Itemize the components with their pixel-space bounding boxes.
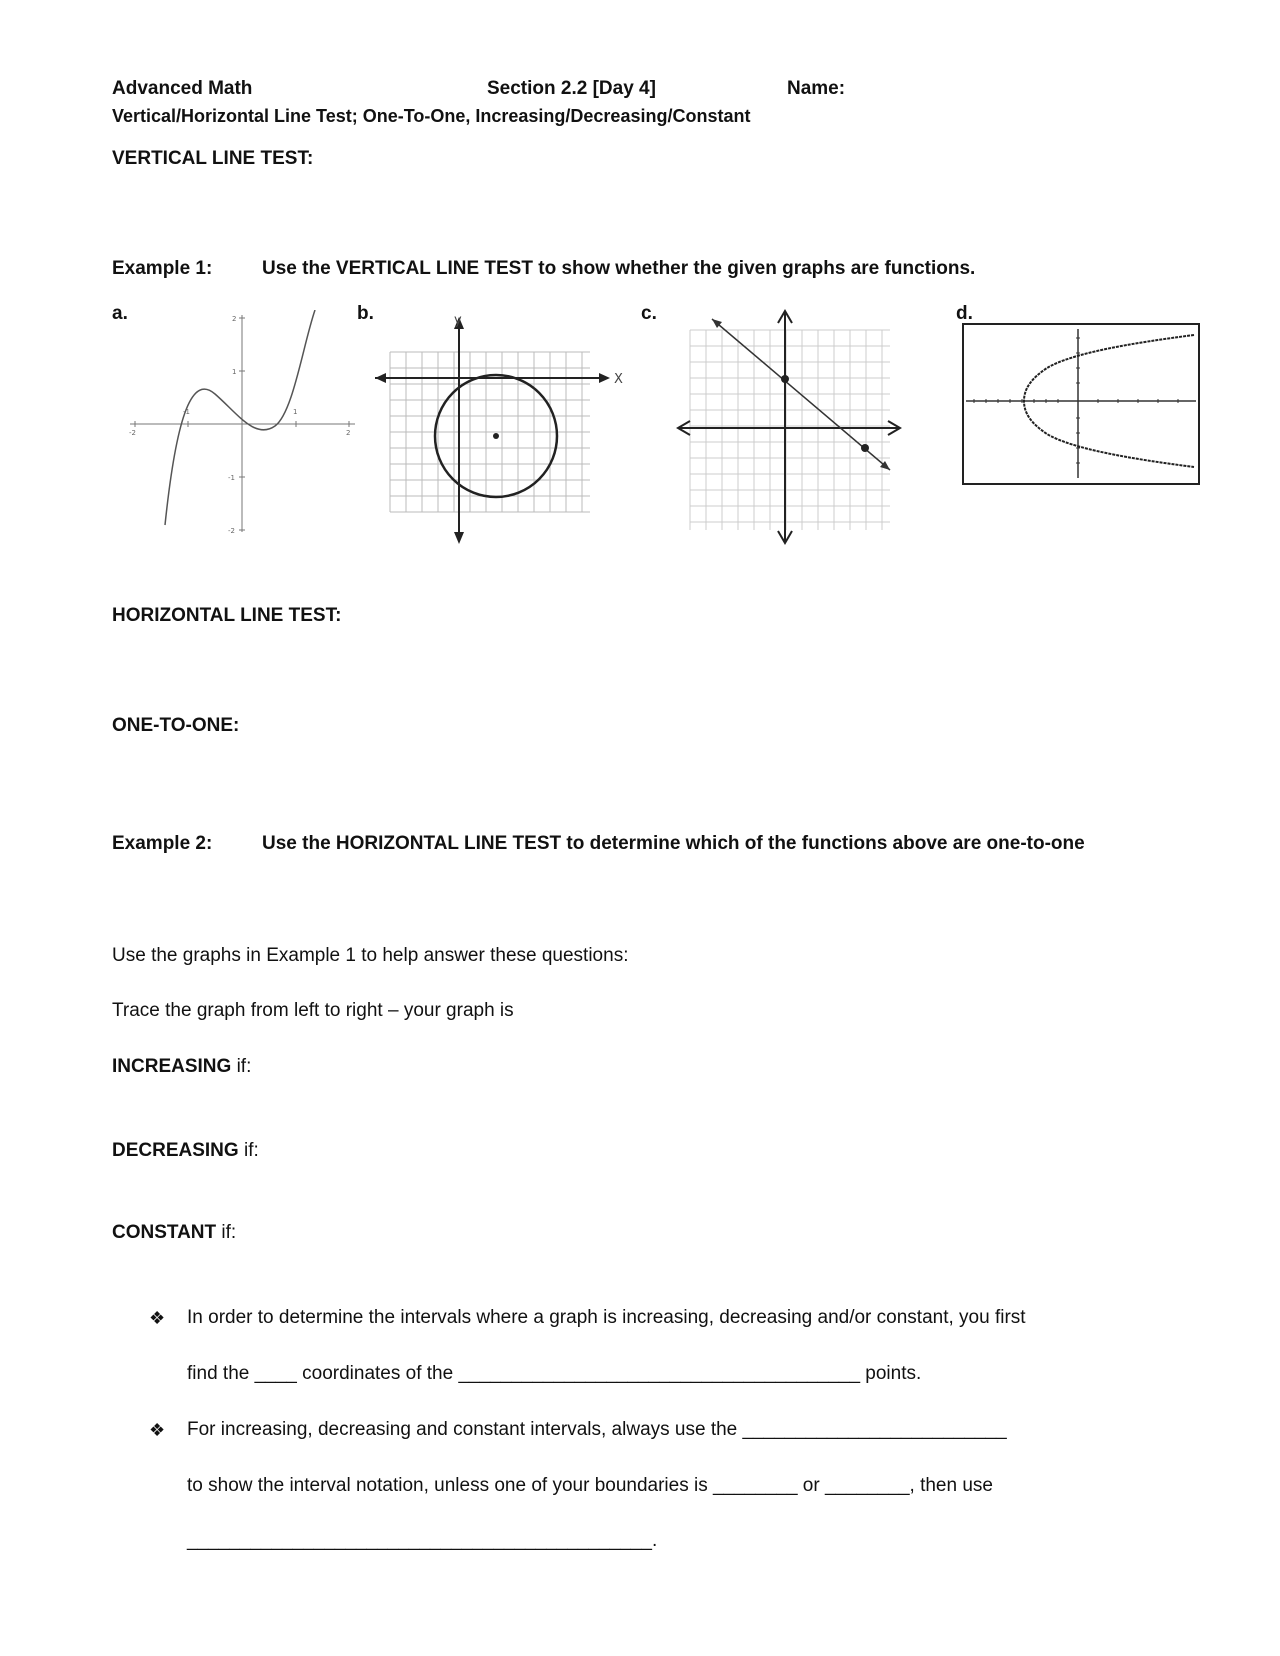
constant-term: CONSTANT [112, 1222, 217, 1243]
decreasing-term: DECREASING [112, 1140, 239, 1161]
if-text: if: [216, 1222, 237, 1243]
graph-d-letter: d. [956, 303, 973, 324]
tick-label: -2 [228, 527, 235, 535]
horizontal-line-test-heading: HORIZONTAL LINE TEST: [112, 605, 342, 626]
graph-a-cubic [125, 310, 365, 540]
course-title: Advanced Math [112, 78, 253, 99]
example1-instruction: Use the VERTICAL LINE TEST to show whether the given graphs are functions. [262, 258, 976, 279]
constant-prompt [112, 1222, 236, 1244]
note2-line2: to show the interval notation, unless one of your boundaries is ________ or ________, then use [187, 1475, 993, 1496]
note2-line3: ____________________________________________. [187, 1530, 658, 1551]
one-to-one-heading: ONE-TO-ONE: [112, 715, 240, 736]
vertical-line-test-heading: VERTICAL LINE TEST: [112, 148, 314, 169]
graph-d-sideways-parabola [962, 323, 1204, 487]
x-axis-label: X [614, 372, 623, 387]
tick-label: -2 [129, 429, 136, 437]
bullet-icon: ❖ [149, 1420, 166, 1440]
tick-label: -1 [183, 408, 190, 416]
graph-c-letter: c. [641, 303, 657, 324]
if-text: if: [231, 1056, 252, 1077]
tick-label: 2 [346, 429, 351, 437]
if-text: if: [238, 1140, 259, 1161]
tick-label: 2 [232, 315, 237, 323]
example2-label: Example 2: [112, 833, 213, 854]
note1-line2: find the ____ coordinates of the ______________________________________ points. [187, 1363, 922, 1384]
increasing-prompt [112, 1056, 251, 1078]
tick-label: 1 [232, 368, 237, 376]
note2-line1: For increasing, decreasing and constant intervals, always use the _________________________ [187, 1419, 1007, 1440]
graph-a-letter: a. [112, 303, 128, 324]
section-title: Section 2.2 [Day 4] [487, 78, 656, 99]
graph-b-circle [375, 312, 640, 552]
page-subtitle: Vertical/Horizontal Line Test; One-To-One, Increasing/Decreasing/Constant [112, 106, 751, 126]
y-axis-label: y [454, 312, 462, 328]
questions-intro: Use the graphs in Example 1 to help answer these questions: [112, 945, 629, 966]
name-label: Name: [787, 78, 846, 99]
decreasing-prompt [112, 1140, 259, 1162]
tick-label: 1 [293, 408, 298, 416]
graph-b-letter: b. [357, 303, 374, 324]
trace-prompt: Trace the graph from left to right – your graph is [112, 1000, 514, 1021]
tick-label: -1 [228, 474, 235, 482]
example2-instruction: Use the HORIZONTAL LINE TEST to determine which of the functions above are one-to-one [262, 833, 1085, 854]
note1-line1: In order to determine the intervals where a graph is increasing, decreasing and/or constant, you first [187, 1307, 1026, 1328]
bullet-icon: ❖ [149, 1308, 166, 1328]
graph-c-line [668, 305, 913, 550]
example1-label: Example 1: [112, 258, 213, 279]
increasing-term: INCREASING [112, 1056, 232, 1077]
